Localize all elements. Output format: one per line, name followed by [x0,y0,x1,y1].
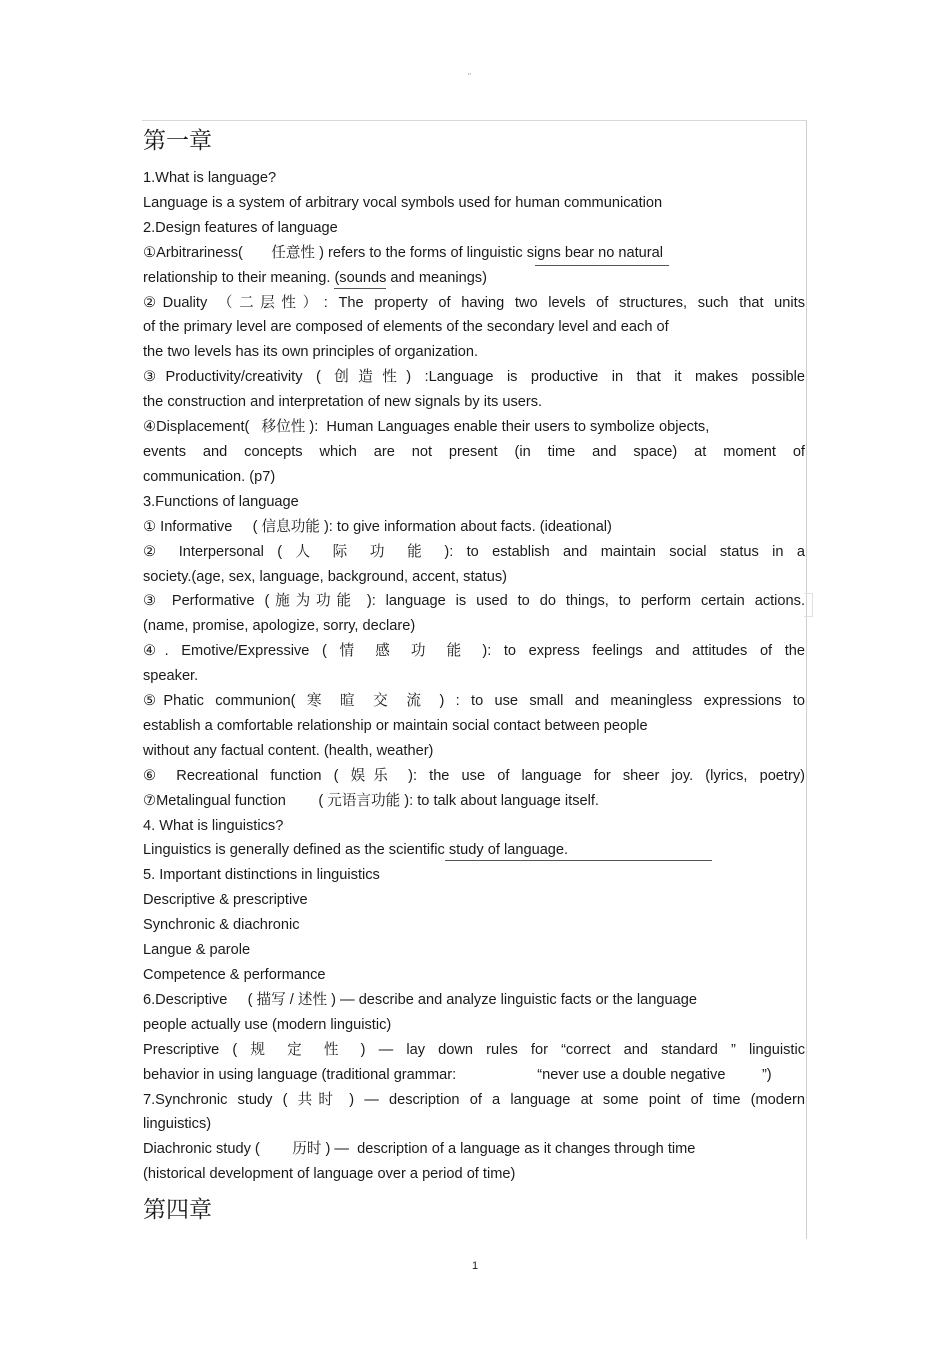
text-line: 6.Descriptive ( 描写 / 述性 ) — describe and analyze linguistic facts or the language [143,991,697,1008]
text-line: 1.What is language? [143,170,277,186]
text-line: Synchronic & diachronic [143,917,300,934]
text-line: people actually use (modern linguistic) [143,1016,392,1033]
text-line: of the primary level are composed of elements of the secondary level and each of [143,319,669,336]
header-mark: " [468,72,471,81]
text-line: speaker. [143,668,199,685]
text-line: 2.Design features of language [143,219,338,236]
text-line: (historical development of language over a period of time) [143,1166,516,1183]
text-line: establish a comfortable relationship or maintain social contact between people [143,717,648,734]
text-line: behavior in using language (traditional grammar: “never use a double negative ”) [143,1066,772,1083]
text-line: the two levels has its own principles of organization. [143,344,479,361]
text-line: linguistics) [143,1116,212,1133]
text-line: (name, promise, apologize, sorry, declare) [143,618,416,635]
text-line: ①Arbitrariness( 任意性 ) refers to the forms of linguistic signs bear no natural [143,244,663,261]
document-body [143,124,805,1235]
text-line: 5. Important distinctions in linguistics [143,867,380,884]
text-line: ④Displacement( 移位性 ): Human Languages enable their users to symbolize objects, [143,419,710,436]
text-line: Diachronic study ( 历时 ) — description of a language as it changes through time [143,1141,696,1158]
text-line: without any factual content. (health, weather) [143,742,434,759]
text-line: ③Productivity/creativity ( 创造性) :Language is productive in that it makes possible [143,369,805,386]
text-line: 4. What is linguistics? [143,817,284,834]
text-line: the construction and interpretation of new signals by its users. [143,394,543,411]
text-line: ② Interpersonal ( 人 际 功 能 ): to establish and maintain social status in a [143,543,805,560]
text-line: relationship to their meaning. (sounds and meanings) [143,269,487,286]
text-line: Linguistics is generally defined as the scientific study of language. [143,842,569,859]
text-line: ① Informative ( 信息功能 ): to give information about facts. (ideational) [143,518,612,535]
margin-box [804,593,813,617]
text-line: Descriptive & prescriptive [143,892,308,909]
text-line: ③ Performative (施为功能 ): language is used to do things, to perform certain actions. [143,593,805,610]
text-line: ②Duality （二层性）: The property of having two levels of structures, such that units [143,294,805,311]
text-line: communication. (p7) [143,468,276,485]
text-line: ④. Emotive/Expressive ( 情 感 功 能 ): to express feelings and attitudes of the [143,643,805,660]
chapter-4-heading: 第四章 [143,1197,212,1224]
text-line: Language is a system of arbitrary vocal symbols used for human communication [143,194,663,211]
text-line: Prescriptive ( 规 定 性 ) — lay down rules for “correct and standard ” linguistic [143,1041,805,1058]
chapter-1-text [143,166,805,1187]
text-line: 3.Functions of language [143,493,299,510]
chapter-1-heading: 第一章 [143,128,212,154]
text-line: events and concepts which are not present (in time and space) at moment of [143,443,805,460]
text-line: 7.Synchronic study ( 共时 ) — description of a language at some point of time (modern [143,1091,805,1108]
text-line: ⑦Metalingual function ( 元语言功能 ): to talk about language itself. [143,792,599,809]
text-line: society.(age, sex, language, background, accent, status) [143,568,507,585]
text-line: Competence & performance [143,967,326,983]
page-number: 1 [472,1260,479,1272]
text-line: ⑥ Recreational function ( 娱乐 ): the use of language for sheer joy. (lyrics, poetry) [143,767,805,784]
text-line: ⑤Phatic communion( 寒 暄 交 流 ) : to use small and meaningless expressions to [143,693,805,710]
text-line: Langue & parole [143,942,251,959]
